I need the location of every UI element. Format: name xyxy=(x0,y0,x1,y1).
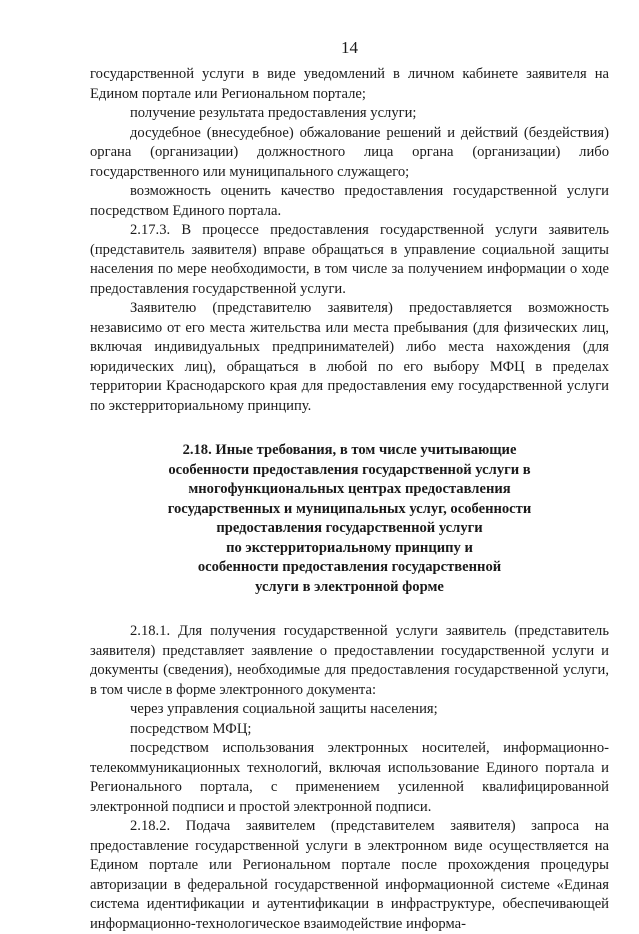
paragraph: государственной услуги в виде уведомлений в личном кабинете заявителя на Едином портале или Региональном портале; xyxy=(90,66,609,102)
paragraph: посредством МФЦ; xyxy=(130,720,252,737)
page-number: 14 xyxy=(341,38,358,57)
paragraph: Заявителю (представителю заявителя) предоставляется возможность независимо от его места жительства или места пребывания (для физических лиц, включая индивидуальных предпринимателей) либо места нахождения (для юридических лиц), обращаться в любой по его выбору МФЦ в пределах территории Краснодарского края для предоставления ему государственной услуги по экстерриториальному принципу. xyxy=(90,300,609,414)
paragraph: 2.18.2. Подача заявителем (представителем заявителя) запроса на предоставление государственной услуги в электронном виде осуществляется на Едином портале или Региональном портале после прохождения процедуры авторизации в федеральной государственной информационной системе «Единая система идентификации и аутентификации в инфраструктуре, обеспечивающей информационно-технологическое взаимодействие информа- xyxy=(90,818,609,932)
section-heading-line: многофункциональных центрах предоставления xyxy=(188,481,511,497)
paragraph: возможность оценить качество предоставления государственной услуги посредством Единого портала. xyxy=(90,183,609,219)
paragraph: досудебное (внесудебное) обжалование решений и действий (бездействия) органа (организации) должностного лица органа (организации) либо государственного или муниципального служащего; xyxy=(90,124,609,180)
section-heading-line: по экстерриториальному принципу и xyxy=(226,539,473,556)
paragraph: через управления социальной защиты населения; xyxy=(130,701,438,717)
paragraph: 2.17.3. В процессе предоставления государственной услуги заявитель (представитель заявителя) вправе обращаться в управление социальной защиты населения по мере необходимости, в том числе за получением информации о ходе предоставления государственной услуги. xyxy=(90,222,609,297)
paragraph: 2.18.1. Для получения государственной услуги заявитель (представитель заявителя) представляет заявление о предоставлении государственной услуги и документы (сведения), необходимые для предоставления государственной услуги, в том числе в форме электронного документа: xyxy=(90,623,609,698)
body-text-top xyxy=(90,65,609,416)
section-heading-line: 2.18. Иные требования, в том числе учитывающие xyxy=(182,442,517,458)
paragraph: посредством использования электронных носителей, информационно-телекоммуникационных технологий, включая использование Единого портала и Регионального портала, с применением усиленной квалифицированной электронной подписи и простой электронной подписи. xyxy=(90,740,609,815)
section-heading-line: особенности предоставления государственной услуги в xyxy=(168,461,531,478)
section-heading-line: предоставления государственной услуги xyxy=(216,520,483,536)
paragraph: получение результата предоставления услуги; xyxy=(130,105,417,121)
section-heading-line: услуги в электронной форме xyxy=(255,578,444,595)
section-heading-line: особенности предоставления государственной xyxy=(197,559,502,575)
body-text-bottom xyxy=(90,622,609,934)
section-heading-line: государственных и муниципальных услуг, особенности xyxy=(167,500,532,517)
section-heading xyxy=(90,441,609,597)
